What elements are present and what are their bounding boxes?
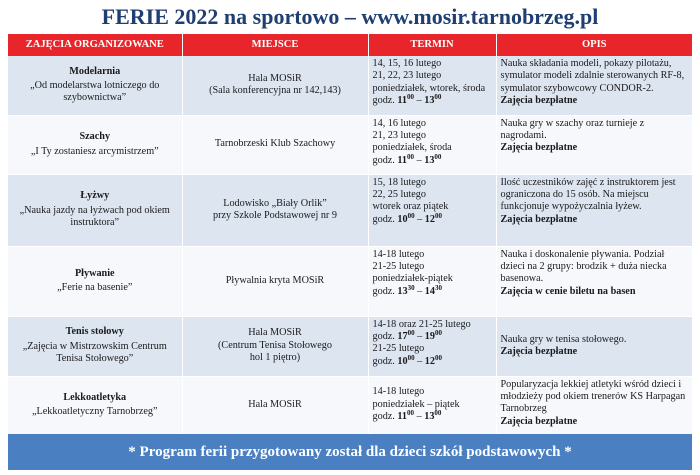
term-line: 14-18 oraz 21-25 lutego (372, 318, 471, 330)
place-line: Lodowisko „Biały Orlik” (223, 197, 327, 209)
place-line: przy Szkole Podstawowej nr 9 (213, 210, 337, 221)
term-line: 21-25 lutego (372, 260, 425, 272)
term-cell (368, 246, 496, 316)
table-row (8, 316, 692, 376)
header-place: MIEJSCE (182, 34, 368, 56)
term-time: godz. $13^{30} - 14^{30}$ (372, 283, 442, 297)
table-row (8, 246, 692, 316)
description-text: Nauka gry w szachy oraz turnieje z nagrodami. (500, 117, 645, 141)
term-cell (368, 376, 496, 434)
term-line: 15, 18 lutego (372, 176, 426, 188)
description-note: Zajęcia bezpłatne (500, 415, 578, 427)
term-line: 22, 25 lutego (372, 188, 426, 200)
activity-name: Łyżwy (80, 190, 110, 202)
place-line: Tarnobrzeski Klub Szachowy (214, 138, 336, 150)
activity-subtitle: „Ferie na basenie” (57, 282, 133, 293)
description-note: Zajęcia bezpłatne (500, 95, 578, 107)
activity-name: Lekkoatletyka (63, 391, 127, 403)
term-line: poniedziałek, środa (372, 142, 452, 154)
term-line: 21, 23 lutego (372, 129, 426, 141)
term-line: poniedziałek – piątek (372, 398, 460, 410)
activity-name: Szachy (79, 131, 111, 143)
term-line: 14, 16 lutego (372, 117, 426, 129)
term-cell (368, 174, 496, 246)
description-note: Zajęcia bezpłatne (500, 346, 578, 357)
description-text: Ilość uczestników zajęć z instruktorem jest ograniczona do 15 osób. Na miejscu funkcjonuje wypożyczalnia łyżew. (500, 176, 676, 213)
place-cell (182, 56, 368, 115)
description-note: Zajęcia bezpłatne (500, 213, 578, 225)
term-line: 21-25 lutego (372, 343, 425, 355)
activity-subtitle: „Od modelarstwa lotniczego do szybownictwa” (30, 80, 160, 104)
schedule-table (8, 34, 692, 435)
place-line: Hala MOSiR (248, 72, 302, 84)
term-line: 14-18 lutego (372, 248, 425, 260)
activity-subtitle: „Lekkoatletyczny Tarnobrzeg” (31, 406, 158, 417)
description-cell (496, 174, 692, 246)
table-row (8, 56, 692, 115)
place-line: hol 1 piętro) (249, 352, 301, 364)
term-line: poniedziałek, wtorek, środa (372, 82, 486, 94)
term-line: poniedziałek-piątek (372, 273, 453, 285)
place-cell (182, 174, 368, 246)
description-text: Popularyzacja lekkiej atletyki wśród dzieci i młodzieży pod okiem trenerów KS Harpagan Tarnobrzeg (500, 378, 686, 415)
place-cell (182, 376, 368, 434)
description-text: Nauka składania modeli, pokazy pilotażu, symulator modeli zdalnie sterowanych RF-8, symulator szybowcowy CONDOR-2. (500, 58, 685, 94)
term-time: godz. $11^{00} - 13^{00}$ (372, 93, 442, 107)
place-cell (182, 316, 368, 376)
place-line: Hala MOSiR (248, 327, 302, 339)
term-line: 14-18 lutego (372, 386, 425, 398)
activity-cell (8, 115, 182, 174)
activity-cell (8, 174, 182, 246)
place-line: (Sala konferencyjna nr 142,143) (209, 85, 341, 97)
term-time: godz. $10^{00} - 12^{00}$ (372, 211, 442, 225)
footer-note: * Program ferii przygotowany został dla dzieci szkół podstawowych * (8, 434, 692, 470)
place-cell (182, 246, 368, 316)
description-text: Nauka gry w tenisa stołowego. (500, 333, 627, 345)
term-cell (368, 316, 496, 376)
term-time: godz. $11^{00} - 13^{00}$ (372, 409, 442, 423)
activity-subtitle: „Zajęcia w Mistrzowskim Centrum Tenisa Stołowego” (22, 340, 167, 365)
description-note: Zajęcia w cenie biletu na basen (500, 285, 636, 297)
description-cell (496, 316, 692, 376)
activity-cell (8, 316, 182, 376)
activity-subtitle: „I Ty zostaniesz arcymistrzem” (30, 145, 159, 157)
activity-name: Tenis stołowy (65, 326, 124, 338)
term-cell (368, 115, 496, 174)
table-row (8, 115, 692, 174)
place-cell (182, 115, 368, 174)
term-cell (368, 56, 496, 115)
page-title: FERIE 2022 na sportowo – www.mosir.tarnobrzeg.pl (101, 4, 599, 29)
term-line: wtorek oraz piątek (372, 201, 449, 213)
header-term: TERMIN (368, 34, 496, 56)
activity-cell (8, 56, 182, 115)
activity-cell (8, 246, 182, 316)
place-line: Pływalnia kryta MOSiR (225, 274, 325, 286)
term-line: 14, 15, 16 lutego (372, 58, 442, 69)
term-time: godz. $11^{00} - 13^{00}$ (372, 152, 442, 166)
term-time: godz. $10^{00} - 12^{00}$ (372, 353, 442, 367)
term-line: 21, 22, 23 lutego (372, 70, 442, 82)
description-note: Zajęcia bezpłatne (500, 142, 578, 154)
description-cell (496, 56, 692, 115)
activity-cell (8, 376, 182, 434)
table-row (8, 376, 692, 434)
table-row (8, 174, 692, 246)
activity-name: Pływanie (74, 267, 115, 279)
activity-name: Modelarnia (69, 65, 121, 77)
activity-subtitle: „Nauka jazdy na łyżwach pod okiem instruktora” (19, 204, 170, 229)
description-text: Nauka i doskonalenie pływania. Podział dzieci na 2 grupy: brodzik + duża niecka basenowa. (500, 248, 667, 285)
description-cell (496, 115, 692, 174)
description-cell (496, 246, 692, 316)
term-time: godz. $17^{00} - 19^{00}$ (372, 328, 442, 342)
table-header-row (8, 34, 692, 56)
place-line: Hala MOSiR (248, 398, 302, 410)
header-activity: ZAJĘCIA ORGANIZOWANE (8, 34, 182, 56)
place-line: (Centrum Tenisa Stołowego (218, 339, 332, 351)
description-cell (496, 376, 692, 434)
header-description: OPIS (496, 34, 692, 56)
